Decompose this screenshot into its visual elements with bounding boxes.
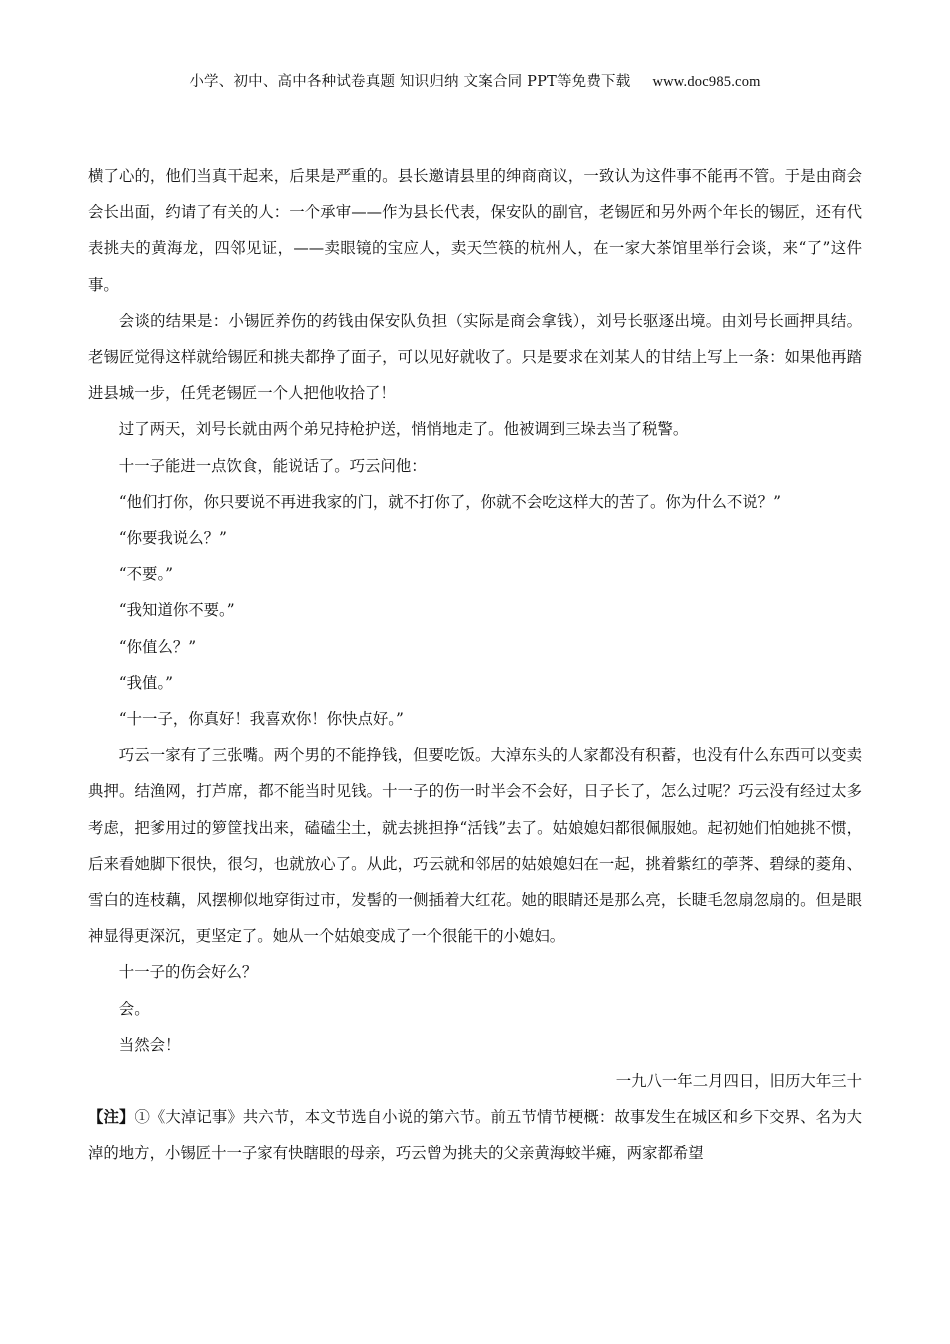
- paragraph: 十一子能进一点饮食，能说话了。巧云问他：: [118, 456, 427, 475]
- dialogue-line: “他们打你，你只要说不再进我家的门，就不打你了，你就不会吃这样大的苦了。你为什么不说？”: [118, 492, 781, 511]
- header-text: 小学、初中、高中各种试卷真题 知识归纳 文案合同 PPT等免费下载: [189, 74, 631, 90]
- paragraph: 当然会！: [118, 1035, 181, 1054]
- note-mark: 【注】: [88, 1108, 135, 1127]
- note-text: ①《大淖记事》共六节，本文节选自小说的第六节。前五节情节梗概：故事发生在城区和乡下交界、名为大淖的地方，小锡匠十一子家有快瞎眼的母亲，巧云曾为挑夫的父亲黄海蛟半瘫，两家都希望: [88, 1108, 862, 1163]
- page-header: [0, 70, 950, 91]
- dialogue-line: “我值。”: [118, 673, 174, 692]
- paragraph: 过了两天，刘号长就由两个弟兄持枪护送，悄悄地走了。他被调到三垛去当了税警。: [118, 420, 689, 439]
- dialogue-line: “我知道你不要。”: [118, 601, 235, 620]
- paragraph: 十一子的伤会好么？: [118, 963, 258, 982]
- paragraph: 巧云一家有了三张嘴。两个男的不能挣钱，但要吃饭。大淖东头的人家都没有积蓄，也没有什么东西可以变卖典押。结渔网，打芦席，都不能当时见钱。十一子的伤一时半会不会好，日子长了，怎么过呢？巧云没有经过太多考虑，把爹用过的箩筐找出来，磕磕尘土，就去挑担挣“活钱”去了。姑娘媳妇都很佩服她。起初她们怕她挑不惯，后来看她脚下很快，很匀，也就放心了。从此，巧云就和邻居的姑娘媳妇在一起，挑着紫红的荸荠、碧绿的菱角、雪白的连枝藕，风摆柳似地穿街过市，发髻的一侧插着大红花。她的眼睛还是那么亮，长睫毛忽扇忽扇的。但是眼神显得更深沉，更坚定了。她从一个姑娘变成了一个很能干的小媳妇。: [88, 746, 862, 946]
- paragraph: 会。: [118, 999, 150, 1018]
- dialogue-line: “不要。”: [118, 565, 174, 584]
- header-site: www.doc985.com: [652, 74, 761, 90]
- date-line: 一九八一年二月四日，旧历大年三十: [615, 1072, 862, 1091]
- dialogue-line: “十一子，你真好！我喜欢你！你快点好。”: [118, 710, 404, 729]
- paragraph: 横了心的，他们当真干起来，后果是严重的。县长邀请县里的绅商商议，一致认为这件事不能再不管。于是由商会会长出面，约请了有关的人：一个承审——作为县长代表，保安队的副官，老锡匠和另外两个年长的锡匠，还有代表挑夫的黄海龙，四邻见证，——卖眼镜的宝应人，卖天竺筷的杭州人，在一家大茶馆里举行会谈，来“了”这件事。: [88, 167, 862, 294]
- dialogue-line: “你要我说么？”: [118, 529, 227, 548]
- article-body: [88, 158, 862, 1172]
- note-paragraph: [88, 1099, 862, 1171]
- paragraph: 会谈的结果是：小锡匠养伤的药钱由保安队负担（实际是商会拿钱），刘号长驱逐出境。由刘号长画押具结。老锡匠觉得这样就给锡匠和挑夫都挣了面子，可以见好就收了。只是要求在刘某人的甘结上写上一条：如果他再踏进县城一步，任凭老锡匠一个人把他收拾了！: [88, 311, 862, 403]
- dialogue-line: “你值么？”: [118, 637, 197, 656]
